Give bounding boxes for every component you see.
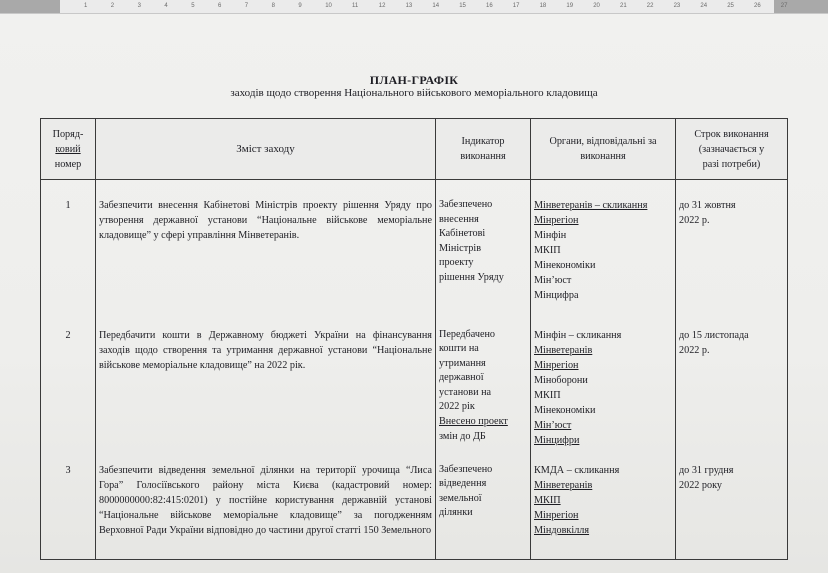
row-indicator [436,460,531,560]
header-indicator-line: виконання [460,151,506,162]
header-number-line: номер [54,158,82,170]
row-content: Забезпечити внесення Кабінетові Міністрів проекту рішення Уряду про утворення державної установи “Національне військове меморіальне кладовище” у сфері управління Мінветеранів. [96,180,436,310]
ruler-number: 19 [566,3,574,9]
table-header-row [41,119,788,180]
ruler-number: 2 [110,3,115,9]
row-bodies-line: КМДА – скликання [534,464,620,476]
row-indicator-line: рішення Уряду [439,271,504,283]
row-deadline-line: до 31 грудня [679,464,734,476]
document-subtitle: заходів щодо створення Національного військового меморіального кладовища [230,87,598,99]
row-deadline-line: 2022 року [679,479,723,491]
underlined-text: Внесено проект [439,416,508,428]
row-number: 2 [41,310,96,460]
row-content: Забезпечити відведення земельної ділянки на території урочища “Лиса Гора” Голосіївського району міста Києва (кадастровий номер: 8000000000:82:415:0201) у постійне користування державній установі “Національне військове меморіальне кладовище” за погодженням Верховної Ради України відповідно до частини другої статті 150 Земельного [96,460,436,560]
underlined-text: Мінветеранів [534,479,593,491]
ruler-number: 18 [539,3,547,9]
row-bodies [531,310,676,460]
row-bodies-line [534,198,672,213]
row-bodies-line [534,343,672,358]
ruler-number: 7 [244,3,249,9]
row-indicator-line: відведення [439,478,487,490]
row-bodies-line [534,508,672,523]
row-bodies-line [534,418,672,433]
header-number [41,119,96,180]
row-indicator-line: державної [439,372,484,384]
row-bodies-line: Міноборони [534,374,588,386]
row-indicator-line: Передбачено [439,328,496,340]
row-deadline [676,180,788,310]
row-bodies-line [534,478,672,493]
row-indicator-line: Кабінетові [439,228,486,240]
ruler-number: 13 [405,3,413,9]
row-bodies-line [534,213,672,228]
ruler-number: 23 [673,3,681,9]
row-indicator-line: Забезпечено [439,199,493,210]
ruler-number: 15 [459,3,466,9]
underlined-text: МКІП [534,494,561,506]
header-number-line: ковий [55,143,81,155]
row-bodies-line [534,493,672,508]
ruler-number: 26 [754,3,761,9]
ruler-margin [0,0,60,13]
row-number: 3 [41,460,96,560]
ruler-number: 25 [727,3,734,9]
row-bodies-line: Мінфін – скликання [534,329,622,341]
row-indicator-line: ділянки [439,507,473,519]
ruler-number: 8 [271,3,275,9]
ruler-number: 4 [164,3,168,9]
underlined-text: Мінрегіон [534,359,579,371]
header-bodies [531,119,676,180]
header-bodies-line: Органи, відповідальні за [549,136,657,147]
row-indicator-line: Забезпечено [439,463,493,475]
row-deadline-line: до 31 жовтня [679,200,736,211]
document-title: ПЛАН-ГРАФІК [369,73,459,87]
header-deadline-line: разі потреби) [702,158,761,170]
horizontal-ruler[interactable] [0,0,828,14]
plan-table [40,118,788,560]
row-deadline-line: 2022 р. [679,344,710,356]
row-bodies-line: Мінекономіки [534,260,596,271]
row-indicator-line: кошти на [439,343,479,355]
row-deadline-line: 2022 р. [679,215,710,226]
row-deadline-line: до 15 листопада [679,329,749,341]
row-bodies [531,460,676,560]
row-bodies-line: МКІП [534,389,561,401]
row-indicator [436,180,531,310]
header-bodies-line: виконання [580,151,626,162]
row-number: 1 [41,180,96,310]
header-deadline-line: Строк виконання [694,128,769,140]
row-bodies-line: МКІП [534,245,561,256]
table-row [41,180,788,310]
row-deadline [676,460,788,560]
ruler-number: 20 [593,3,600,9]
row-bodies-line [534,358,672,373]
ruler-number: 14 [432,3,440,9]
underlined-text: Мінветеранів [534,344,593,356]
ruler-number: 21 [620,3,627,9]
row-bodies-line: Мінфін [534,230,567,241]
ruler-number: 3 [137,3,141,9]
ruler-number: 9 [298,3,302,9]
row-indicator-line: змін до ДБ [439,430,486,442]
row-bodies-line: Мінцифра [534,290,579,301]
underlined-text: Мін’юст [534,419,572,431]
underlined-text: Мінрегіон [534,215,579,226]
underlined-text: Мінрегіон [534,509,579,521]
document-page[interactable] [0,14,828,573]
row-indicator-line: земельної [439,492,482,504]
underlined-text: Мінцифри [534,434,580,446]
ruler-number: 11 [352,3,359,9]
row-bodies-line: Мінекономіки [534,404,596,416]
ruler-number: 1 [84,3,88,9]
header-deadline-line: (зазначається у [698,143,765,155]
row-indicator-line: 2022 рік [439,401,475,413]
row-indicator-line: утримання [439,357,486,369]
table-row [41,310,788,460]
row-bodies-line [534,523,672,538]
row-bodies-line [534,433,672,448]
row-indicator-line: внесення [439,213,479,225]
header-number-line: Поряд- [52,128,84,140]
row-indicator-line: установи на [439,386,492,398]
underlined-text: Мінветеранів – скликання [534,200,648,211]
header-indicator [436,119,531,180]
row-deadline [676,310,788,460]
ruler-number: 6 [218,3,222,9]
ruler-number: 5 [191,3,195,9]
ruler-number: 12 [378,3,386,9]
row-bodies-line: Мін’юст [534,275,572,286]
row-indicator-line: проекту [439,257,474,269]
header-indicator-line: Індикатор [461,136,505,147]
ruler-number: 17 [512,3,520,9]
ruler-number: 27 [780,3,788,9]
row-content: Передбачити кошти в Державному бюджеті України на фінансування заходів щодо створення та утримання державної установи “Національне військове меморіальне кладовище” на 2022 рік. [96,310,436,460]
row-indicator [436,310,531,460]
row-bodies [531,180,676,310]
ruler-number: 22 [646,3,654,9]
ruler-number: 24 [700,3,708,9]
table-row [41,460,788,560]
row-indicator-line [439,415,527,430]
ruler-number: 10 [325,3,332,9]
row-indicator-line: Міністрів [439,242,482,254]
header-content: Зміст заходу [96,119,436,180]
header-deadline [676,119,788,180]
ruler-number: 16 [486,3,493,9]
underlined-text: Міндовкілля [534,524,590,536]
